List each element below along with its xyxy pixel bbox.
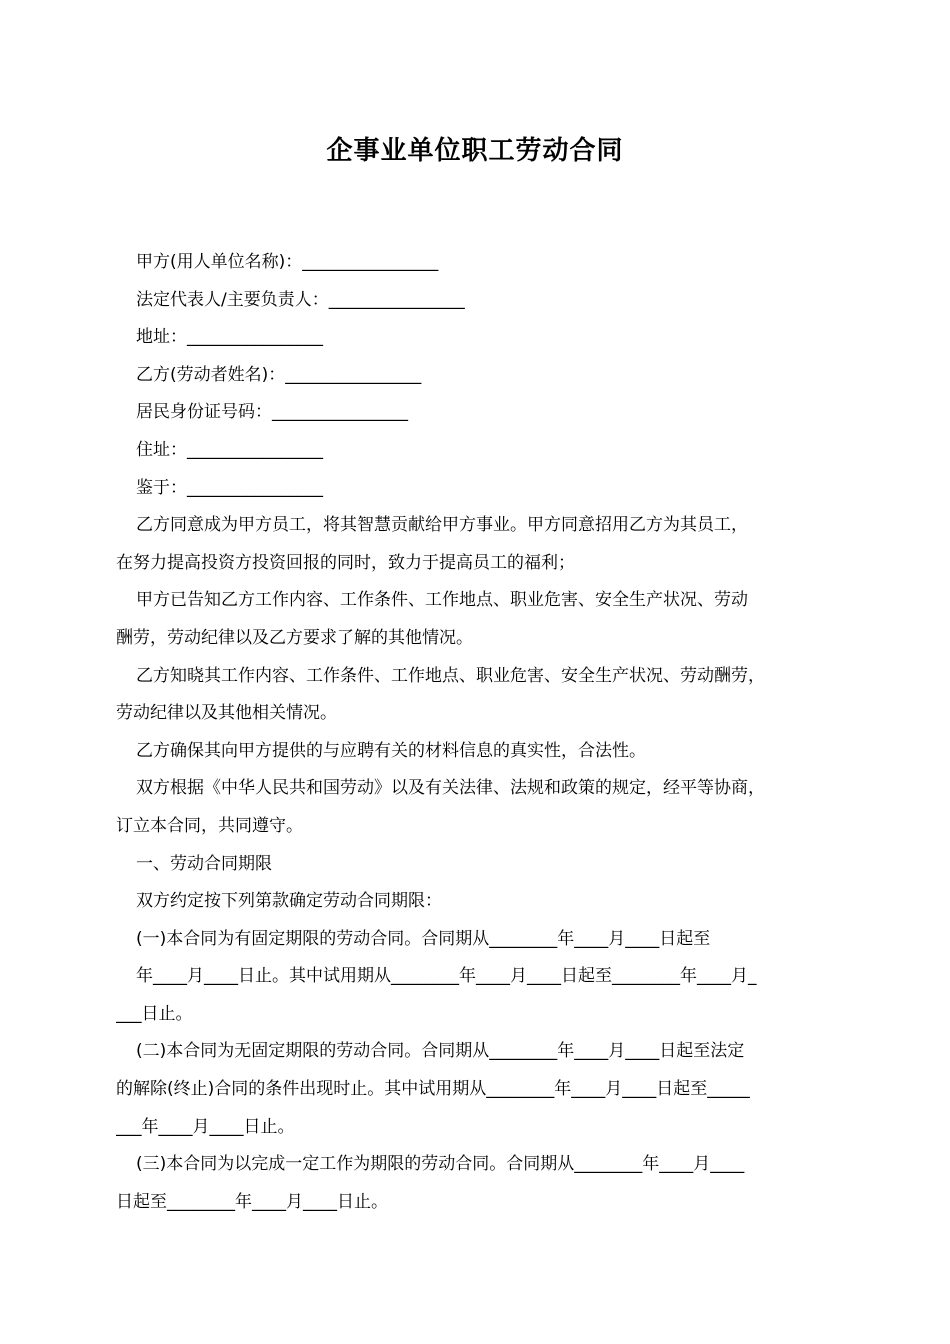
text-line: 居民身份证号码：________________ (136, 402, 408, 423)
text-line: 地址：________________ (136, 327, 323, 348)
text-line: 乙方知晓其工作内容、工作条件、工作地点、职业危害、安全生产状况、劳动酬劳， (136, 665, 765, 686)
text-line: ___日止。 (116, 1003, 193, 1024)
text-line: ___年____月____日止。 (116, 1116, 295, 1137)
text-line: 劳动纪律以及其他相关情况。 (116, 703, 337, 724)
text-line: 酬劳，劳动纪律以及乙方要求了解的其他情况。 (116, 627, 473, 648)
document-title: 企事业单位职工劳动合同 (326, 136, 624, 166)
text-line: 甲方(用人单位名称)：________________ (136, 252, 439, 272)
text-line: 法定代表人/主要负责人：________________ (136, 289, 465, 310)
text-line: 双方根据《中华人民共和国劳动》以及有关法律、法规和政策的规定，经平等协商， (136, 778, 765, 799)
document-body (116, 244, 856, 1221)
text-line: 一、劳动合同期限 (136, 853, 272, 874)
text-line: 住址：________________ (136, 439, 323, 460)
text-line: 鉴于：________________ (136, 477, 323, 498)
text-line: 年____月____日止。其中试用期从________年____月____日起至________年____月_ (136, 966, 757, 987)
text-line: (一)本合同为有固定期限的劳动合同。合同期从________年____月____日起至 (136, 928, 711, 949)
text-line: 在努力提高投资方投资回报的同时，致力于提高员工的福利； (116, 552, 575, 573)
text-line: 的解除(终止)合同的条件出现时止。其中试用期从________年____月____日起至_____ (116, 1079, 750, 1100)
text-line: (三)本合同为以完成一定工作为期限的劳动合同。合同期从________年____月____ (136, 1154, 745, 1175)
text-line: 订立本合同，共同遵守。 (116, 815, 303, 836)
text-line: 乙方(劳动者姓名)：________________ (136, 364, 422, 385)
text-line: (二)本合同为无固定期限的劳动合同。合同期从________年____月____日起至法定 (136, 1041, 745, 1062)
text-line: 日起至________年____月____日止。 (116, 1191, 388, 1212)
text-line: 乙方确保其向甲方提供的与应聘有关的材料信息的真实性，合法性。 (136, 740, 646, 761)
text-line: 双方约定按下列第款确定劳动合同期限： (136, 891, 442, 912)
text-line: 甲方已告知乙方工作内容、工作条件、工作地点、职业危害、安全生产状况、劳动 (136, 590, 748, 611)
text-line: 乙方同意成为甲方员工，将其智慧贡献给甲方事业。甲方同意招用乙方为其员工， (136, 515, 748, 536)
